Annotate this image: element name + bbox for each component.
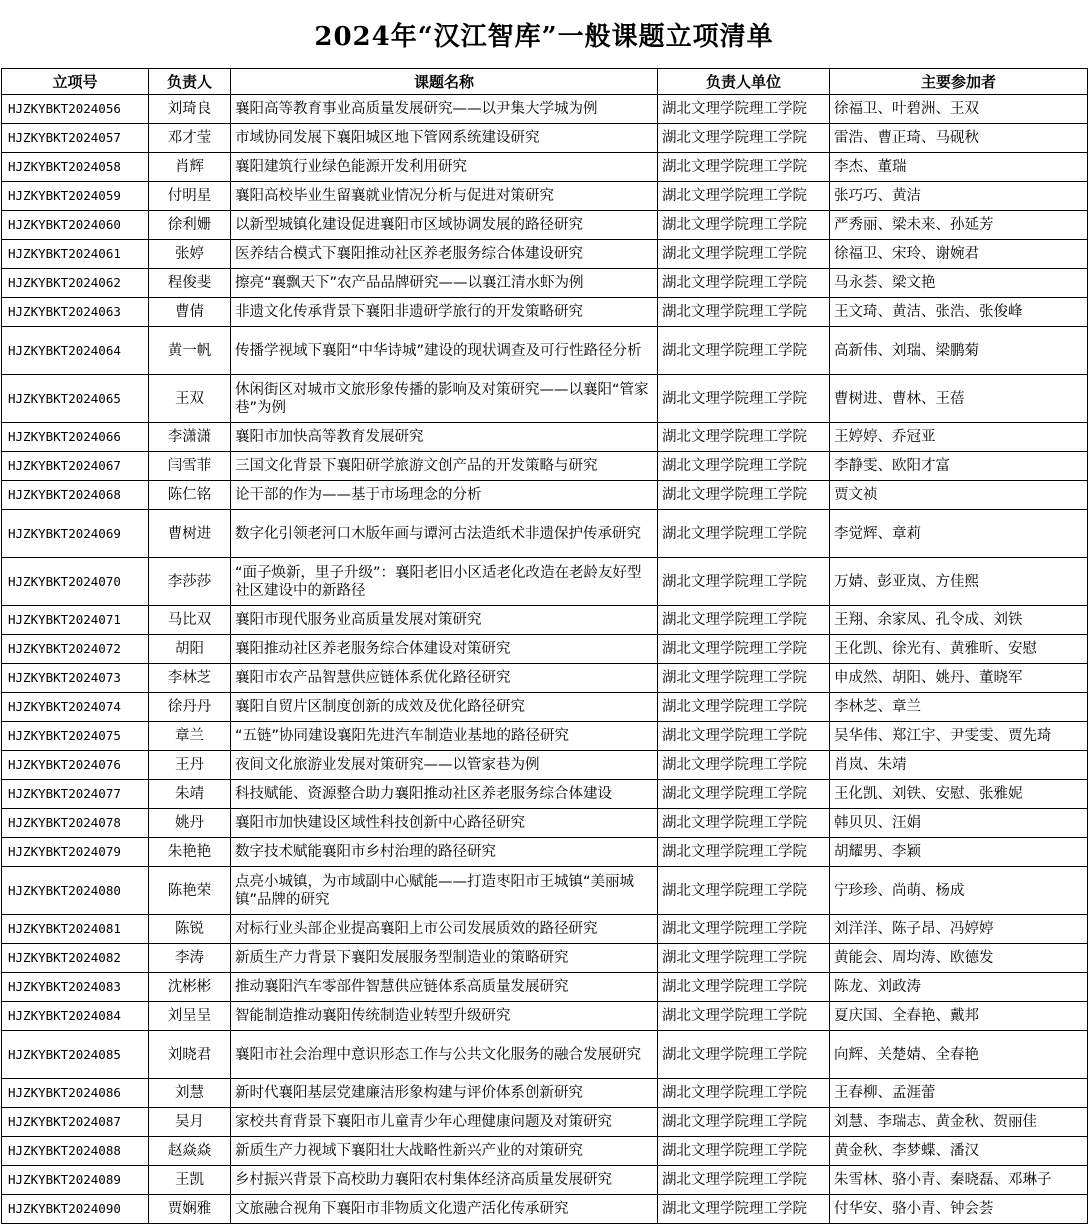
table-row	[2, 423, 1088, 452]
topic-cell: 襄阳市加快高等教育发展研究	[231, 423, 658, 452]
members-cell: 雷浩、曹正琦、马砚秋	[830, 124, 1088, 153]
unit-cell: 湖北文理学院理工学院	[658, 1108, 830, 1137]
leader-cell: 王凯	[149, 1166, 231, 1195]
table-row	[2, 375, 1088, 423]
project-id-cell: HJZKYBKT2024061	[2, 240, 149, 269]
project-table	[1, 68, 1088, 1224]
members-cell: 王婷婷、乔冠亚	[830, 423, 1088, 452]
leader-cell: 刘慧	[149, 1079, 231, 1108]
table-row	[2, 1137, 1088, 1166]
table-row	[2, 606, 1088, 635]
leader-cell: 吴月	[149, 1108, 231, 1137]
unit-cell: 湖北文理学院理工学院	[658, 124, 830, 153]
unit-cell: 湖北文理学院理工学院	[658, 606, 830, 635]
topic-cell: 数字技术赋能襄阳市乡村治理的路径研究	[231, 838, 658, 867]
leader-cell: 肖辉	[149, 153, 231, 182]
unit-cell: 湖北文理学院理工学院	[658, 635, 830, 664]
members-cell: 向辉、关楚婧、全春艳	[830, 1031, 1088, 1079]
table-row	[2, 1002, 1088, 1031]
project-id-cell: HJZKYBKT2024058	[2, 153, 149, 182]
table-row	[2, 1031, 1088, 1079]
header-members: 主要参加者	[830, 69, 1088, 95]
table-row	[2, 751, 1088, 780]
project-id-cell: HJZKYBKT2024084	[2, 1002, 149, 1031]
leader-cell: 陈仁铭	[149, 481, 231, 510]
unit-cell: 湖北文理学院理工学院	[658, 1166, 830, 1195]
project-id-cell: HJZKYBKT2024070	[2, 558, 149, 606]
table-row	[2, 211, 1088, 240]
table-row	[2, 452, 1088, 481]
leader-cell: 李潇潇	[149, 423, 231, 452]
project-id-cell: HJZKYBKT2024056	[2, 95, 149, 124]
table-row	[2, 558, 1088, 606]
unit-cell: 湖北文理学院理工学院	[658, 298, 830, 327]
topic-cell: 新时代襄阳基层党建廉洁形象构建与评价体系创新研究	[231, 1079, 658, 1108]
members-cell: 李静雯、欧阳才富	[830, 452, 1088, 481]
unit-cell: 湖北文理学院理工学院	[658, 1195, 830, 1224]
unit-cell: 湖北文理学院理工学院	[658, 867, 830, 915]
table-row	[2, 481, 1088, 510]
leader-cell: 付明星	[149, 182, 231, 211]
leader-cell: 章兰	[149, 722, 231, 751]
project-id-cell: HJZKYBKT2024081	[2, 915, 149, 944]
leader-cell: 徐利姗	[149, 211, 231, 240]
project-id-cell: HJZKYBKT2024066	[2, 423, 149, 452]
topic-cell: 医养结合模式下襄阳推动社区养老服务综合体建设研究	[231, 240, 658, 269]
table-row	[2, 182, 1088, 211]
topic-cell: 襄阳市加快建设区域性科技创新中心路径研究	[231, 809, 658, 838]
unit-cell: 湖北文理学院理工学院	[658, 269, 830, 298]
leader-cell: 李涛	[149, 944, 231, 973]
members-cell: 李觉辉、章莉	[830, 510, 1088, 558]
members-cell: 高新伟、刘瑞、梁鹏菊	[830, 327, 1088, 375]
unit-cell: 湖北文理学院理工学院	[658, 423, 830, 452]
project-id-cell: HJZKYBKT2024071	[2, 606, 149, 635]
header-leader: 负责人	[149, 69, 231, 95]
topic-cell: 推动襄阳汽车零部件智慧供应链体系高质量发展研究	[231, 973, 658, 1002]
leader-cell: 张婷	[149, 240, 231, 269]
project-id-cell: HJZKYBKT2024072	[2, 635, 149, 664]
unit-cell: 湖北文理学院理工学院	[658, 375, 830, 423]
project-id-cell: HJZKYBKT2024082	[2, 944, 149, 973]
project-id-cell: HJZKYBKT2024080	[2, 867, 149, 915]
project-id-cell: HJZKYBKT2024083	[2, 973, 149, 1002]
topic-cell: “面子焕新，里子升级”：襄阳老旧小区适老化改造在老龄友好型社区建设中的新路径	[231, 558, 658, 606]
topic-cell: 擦亮“襄飘天下”农产品品牌研究——以襄江清水虾为例	[231, 269, 658, 298]
unit-cell: 湖北文理学院理工学院	[658, 973, 830, 1002]
leader-cell: 曹倩	[149, 298, 231, 327]
leader-cell: 朱靖	[149, 780, 231, 809]
unit-cell: 湖北文理学院理工学院	[658, 153, 830, 182]
table-row	[2, 780, 1088, 809]
leader-cell: 胡阳	[149, 635, 231, 664]
project-id-cell: HJZKYBKT2024062	[2, 269, 149, 298]
unit-cell: 湖北文理学院理工学院	[658, 915, 830, 944]
leader-cell: 王丹	[149, 751, 231, 780]
members-cell: 李林芝、章兰	[830, 693, 1088, 722]
topic-cell: 襄阳市现代服务业高质量发展对策研究	[231, 606, 658, 635]
table-row	[2, 867, 1088, 915]
unit-cell: 湖北文理学院理工学院	[658, 1031, 830, 1079]
members-cell: 严秀丽、梁未来、孙延芳	[830, 211, 1088, 240]
topic-cell: 市域协同发展下襄阳城区地下管网系统建设研究	[231, 124, 658, 153]
topic-cell: 襄阳市农产品智慧供应链体系优化路径研究	[231, 664, 658, 693]
topic-cell: 新质生产力视域下襄阳壮大战略性新兴产业的对策研究	[231, 1137, 658, 1166]
topic-cell: 以新型城镇化建设促进襄阳市区域协调发展的路径研究	[231, 211, 658, 240]
topic-cell: 休闲街区对城市文旅形象传播的影响及对策研究——以襄阳“管家巷”为例	[231, 375, 658, 423]
members-cell: 曹树进、曹林、王蓓	[830, 375, 1088, 423]
topic-cell: 传播学视域下襄阳“中华诗城”建设的现状调查及可行性路径分析	[231, 327, 658, 375]
leader-cell: 闫雪菲	[149, 452, 231, 481]
table-row	[2, 635, 1088, 664]
leader-cell: 朱艳艳	[149, 838, 231, 867]
members-cell: 徐福卫、宋玲、谢婉君	[830, 240, 1088, 269]
topic-cell: 论干部的作为——基于市场理念的分析	[231, 481, 658, 510]
table-row	[2, 510, 1088, 558]
table-row	[2, 327, 1088, 375]
table-row	[2, 973, 1088, 1002]
header-project-id: 立项号	[2, 69, 149, 95]
leader-cell: 沈彬彬	[149, 973, 231, 1002]
table-header-row	[2, 69, 1088, 95]
project-id-cell: HJZKYBKT2024074	[2, 693, 149, 722]
unit-cell: 湖北文理学院理工学院	[658, 558, 830, 606]
unit-cell: 湖北文理学院理工学院	[658, 944, 830, 973]
leader-cell: 马比双	[149, 606, 231, 635]
project-id-cell: HJZKYBKT2024086	[2, 1079, 149, 1108]
table-row	[2, 1166, 1088, 1195]
table-row	[2, 693, 1088, 722]
members-cell: 黄能会、周均涛、欧德发	[830, 944, 1088, 973]
members-cell: 王文琦、黄洁、张浩、张俊峰	[830, 298, 1088, 327]
table-row	[2, 298, 1088, 327]
members-cell: 陈龙、刘政涛	[830, 973, 1088, 1002]
leader-cell: 李莎莎	[149, 558, 231, 606]
project-id-cell: HJZKYBKT2024077	[2, 780, 149, 809]
table-row	[2, 664, 1088, 693]
topic-cell: 对标行业头部企业提高襄阳上市公司发展质效的路径研究	[231, 915, 658, 944]
leader-cell: 赵焱焱	[149, 1137, 231, 1166]
project-id-cell: HJZKYBKT2024079	[2, 838, 149, 867]
table-body	[2, 95, 1088, 1224]
unit-cell: 湖北文理学院理工学院	[658, 1002, 830, 1031]
page-title: 2024年“汉江智库”一般课题立项清单	[314, 21, 774, 52]
topic-cell: 襄阳自贸片区制度创新的成效及优化路径研究	[231, 693, 658, 722]
topic-cell: 夜间文化旅游业发展对策研究——以管家巷为例	[231, 751, 658, 780]
unit-cell: 湖北文理学院理工学院	[658, 1137, 830, 1166]
project-id-cell: HJZKYBKT2024073	[2, 664, 149, 693]
project-id-cell: HJZKYBKT2024060	[2, 211, 149, 240]
unit-cell: 湖北文理学院理工学院	[658, 693, 830, 722]
project-id-cell: HJZKYBKT2024075	[2, 722, 149, 751]
topic-cell: 新质生产力背景下襄阳发展服务型制造业的策略研究	[231, 944, 658, 973]
project-id-cell: HJZKYBKT2024063	[2, 298, 149, 327]
table-row	[2, 809, 1088, 838]
topic-cell: 非遗文化传承背景下襄阳非遗研学旅行的开发策略研究	[231, 298, 658, 327]
project-id-cell: HJZKYBKT2024085	[2, 1031, 149, 1079]
table-row	[2, 124, 1088, 153]
members-cell: 申成然、胡阳、姚丹、董晓军	[830, 664, 1088, 693]
leader-cell: 陈艳荣	[149, 867, 231, 915]
members-cell: 刘慧、李瑞志、黄金秋、贺丽佳	[830, 1108, 1088, 1137]
project-id-cell: HJZKYBKT2024088	[2, 1137, 149, 1166]
project-id-cell: HJZKYBKT2024089	[2, 1166, 149, 1195]
unit-cell: 湖北文理学院理工学院	[658, 95, 830, 124]
topic-cell: “五链”协同建设襄阳先进汽车制造业基地的路径研究	[231, 722, 658, 751]
leader-cell: 李林芝	[149, 664, 231, 693]
leader-cell: 程俊斐	[149, 269, 231, 298]
unit-cell: 湖北文理学院理工学院	[658, 510, 830, 558]
members-cell: 韩贝贝、汪娟	[830, 809, 1088, 838]
unit-cell: 湖北文理学院理工学院	[658, 327, 830, 375]
table-row	[2, 269, 1088, 298]
topic-cell: 科技赋能、资源整合助力襄阳推动社区养老服务综合体建设	[231, 780, 658, 809]
project-id-cell: HJZKYBKT2024064	[2, 327, 149, 375]
members-cell: 王翔、余家凤、孔令成、刘铁	[830, 606, 1088, 635]
project-id-cell: HJZKYBKT2024057	[2, 124, 149, 153]
title-bar	[0, 0, 1088, 68]
unit-cell: 湖北文理学院理工学院	[658, 664, 830, 693]
members-cell: 宁珍珍、尚萌、杨成	[830, 867, 1088, 915]
members-cell: 徐福卫、叶碧洲、王双	[830, 95, 1088, 124]
members-cell: 黄金秋、李梦蝶、潘汉	[830, 1137, 1088, 1166]
members-cell: 胡耀男、李颖	[830, 838, 1088, 867]
members-cell: 朱雪林、骆小青、秦晓磊、邓琳子	[830, 1166, 1088, 1195]
topic-cell: 数字化引领老河口木版年画与谭河古法造纸术非遗保护传承研究	[231, 510, 658, 558]
leader-cell: 邓才莹	[149, 124, 231, 153]
header-unit: 负责人单位	[658, 69, 830, 95]
table-row	[2, 153, 1088, 182]
topic-cell: 文旅融合视角下襄阳市非物质文化遗产活化传承研究	[231, 1195, 658, 1224]
unit-cell: 湖北文理学院理工学院	[658, 211, 830, 240]
leader-cell: 刘晓君	[149, 1031, 231, 1079]
project-id-cell: HJZKYBKT2024090	[2, 1195, 149, 1224]
unit-cell: 湖北文理学院理工学院	[658, 182, 830, 211]
project-id-cell: HJZKYBKT2024069	[2, 510, 149, 558]
unit-cell: 湖北文理学院理工学院	[658, 1079, 830, 1108]
topic-cell: 智能制造推动襄阳传统制造业转型升级研究	[231, 1002, 658, 1031]
table-row	[2, 1108, 1088, 1137]
topic-cell: 襄阳市社会治理中意识形态工作与公共文化服务的融合发展研究	[231, 1031, 658, 1079]
members-cell: 王化凯、刘铁、安慰、张雅妮	[830, 780, 1088, 809]
members-cell: 王化凯、徐光有、黄雅昕、安慰	[830, 635, 1088, 664]
project-id-cell: HJZKYBKT2024068	[2, 481, 149, 510]
members-cell: 刘洋洋、陈子昂、冯婷婷	[830, 915, 1088, 944]
table-row	[2, 95, 1088, 124]
unit-cell: 湖北文理学院理工学院	[658, 240, 830, 269]
leader-cell: 曹树进	[149, 510, 231, 558]
project-id-cell: HJZKYBKT2024067	[2, 452, 149, 481]
unit-cell: 湖北文理学院理工学院	[658, 751, 830, 780]
topic-cell: 三国文化背景下襄阳研学旅游文创产品的开发策略与研究	[231, 452, 658, 481]
leader-cell: 徐丹丹	[149, 693, 231, 722]
topic-cell: 襄阳推动社区养老服务综合体建设对策研究	[231, 635, 658, 664]
topic-cell: 点亮小城镇，为市域副中心赋能——打造枣阳市王城镇“美丽城镇”品牌的研究	[231, 867, 658, 915]
unit-cell: 湖北文理学院理工学院	[658, 452, 830, 481]
unit-cell: 湖北文理学院理工学院	[658, 481, 830, 510]
leader-cell: 姚丹	[149, 809, 231, 838]
leader-cell: 刘琦良	[149, 95, 231, 124]
unit-cell: 湖北文理学院理工学院	[658, 780, 830, 809]
members-cell: 付华安、骆小青、钟会荟	[830, 1195, 1088, 1224]
table-row	[2, 722, 1088, 751]
unit-cell: 湖北文理学院理工学院	[658, 809, 830, 838]
leader-cell: 黄一帆	[149, 327, 231, 375]
members-cell: 万婧、彭亚岚、方佳熙	[830, 558, 1088, 606]
members-cell: 吴华伟、郑江宇、尹雯雯、贾先琦	[830, 722, 1088, 751]
members-cell: 肖岚、朱靖	[830, 751, 1088, 780]
table-row	[2, 915, 1088, 944]
table-row	[2, 240, 1088, 269]
members-cell: 贾文祯	[830, 481, 1088, 510]
topic-cell: 襄阳高等教育事业高质量发展研究——以尹集大学城为例	[231, 95, 658, 124]
leader-cell: 刘呈呈	[149, 1002, 231, 1031]
members-cell: 李杰、董瑞	[830, 153, 1088, 182]
project-id-cell: HJZKYBKT2024087	[2, 1108, 149, 1137]
leader-cell: 陈锐	[149, 915, 231, 944]
project-id-cell: HJZKYBKT2024065	[2, 375, 149, 423]
unit-cell: 湖北文理学院理工学院	[658, 838, 830, 867]
topic-cell: 襄阳建筑行业绿色能源开发利用研究	[231, 153, 658, 182]
topic-cell: 襄阳高校毕业生留襄就业情况分析与促进对策研究	[231, 182, 658, 211]
leader-cell: 王双	[149, 375, 231, 423]
project-id-cell: HJZKYBKT2024078	[2, 809, 149, 838]
project-id-cell: HJZKYBKT2024059	[2, 182, 149, 211]
project-id-cell: HJZKYBKT2024076	[2, 751, 149, 780]
unit-cell: 湖北文理学院理工学院	[658, 722, 830, 751]
topic-cell: 家校共育背景下襄阳市儿童青少年心理健康问题及对策研究	[231, 1108, 658, 1137]
topic-cell: 乡村振兴背景下高校助力襄阳农村集体经济高质量发展研究	[231, 1166, 658, 1195]
table-row	[2, 1079, 1088, 1108]
members-cell: 王春柳、孟涯蕾	[830, 1079, 1088, 1108]
leader-cell: 贾娴雅	[149, 1195, 231, 1224]
members-cell: 张巧巧、黄洁	[830, 182, 1088, 211]
table-row	[2, 838, 1088, 867]
table-row	[2, 944, 1088, 973]
table-row	[2, 1195, 1088, 1224]
header-topic: 课题名称	[231, 69, 658, 95]
members-cell: 夏庆国、全春艳、戴邦	[830, 1002, 1088, 1031]
members-cell: 马永荟、梁文艳	[830, 269, 1088, 298]
